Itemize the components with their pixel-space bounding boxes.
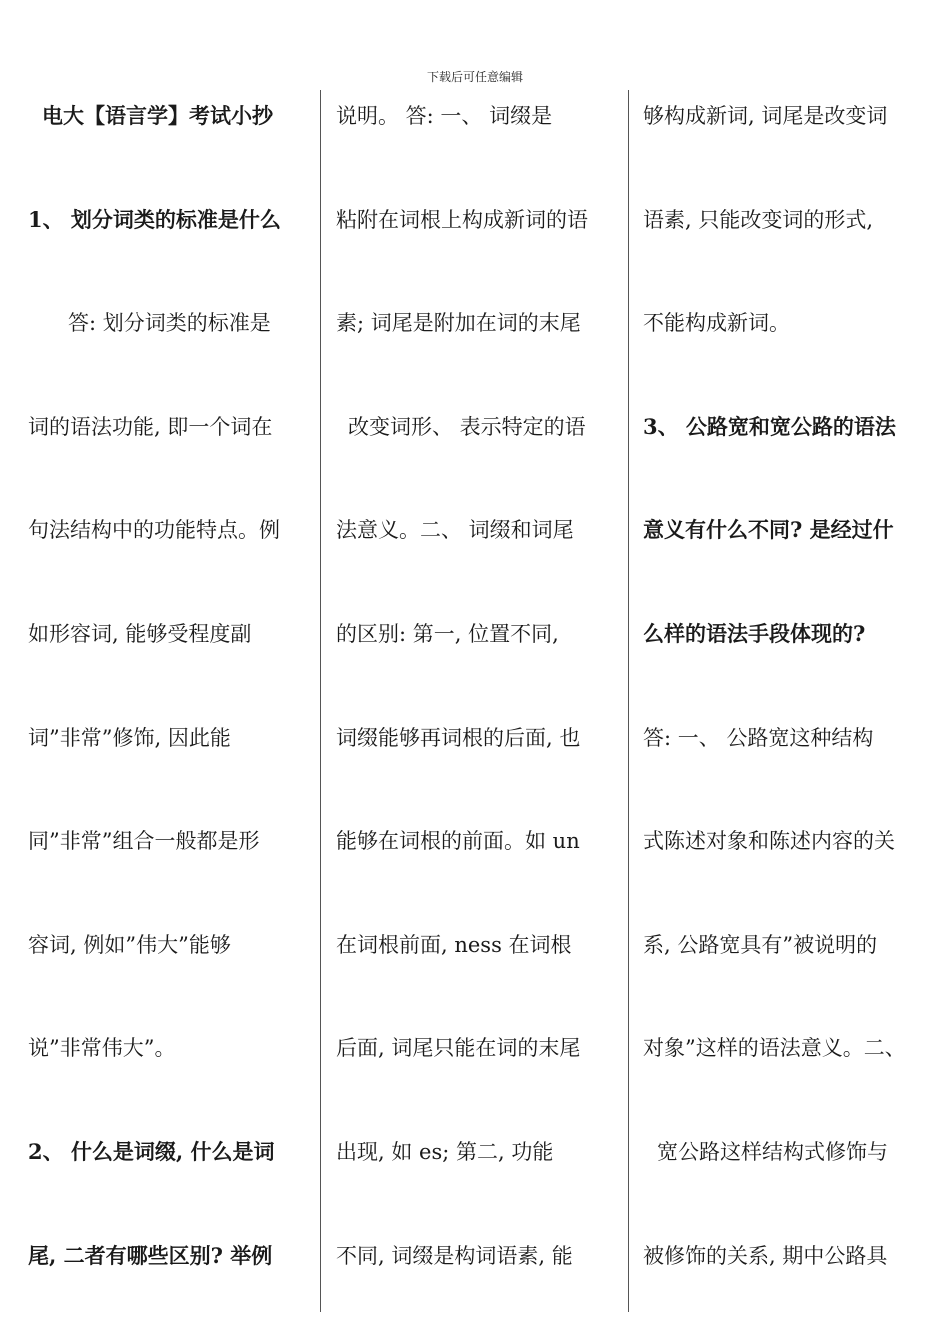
heading-line: 意义有什么不同? 是经过什 xyxy=(643,517,894,543)
text-line: 改变词形、 表示特定的语 xyxy=(348,414,586,439)
text-line: 同”非常”组合一般都是形 xyxy=(28,829,260,854)
text-line: 系, 公路宽具有”被说明的 xyxy=(643,932,878,957)
text-line: 不能构成新词。 xyxy=(643,311,790,336)
text-line: 素; 词尾是附加在词的末尾 xyxy=(336,311,581,336)
text-line: 法意义。二、 词缀和词尾 xyxy=(336,518,574,543)
text-line: 如形容词, 能够受程度副 xyxy=(28,622,252,646)
heading-line: 3、 公路宽和宽公路的语法 xyxy=(643,413,896,439)
text-line: 后面, 词尾只能在词的末尾 xyxy=(336,1036,581,1061)
heading-line: 电大【语言学】考试小抄 xyxy=(42,103,273,128)
text-line: 答: 划分词类的标准是 xyxy=(68,311,271,336)
heading-line: 1、 划分词类的标准是什么 xyxy=(28,206,281,232)
text-line: 语素, 只能改变词的形式, xyxy=(643,207,874,232)
heading-line: 么样的语法手段体现的? xyxy=(643,621,866,646)
text-line: 不同, 词缀是构词语素, 能 xyxy=(336,1243,573,1268)
text-line: 出现, 如 es; 第二, 功能 xyxy=(336,1140,554,1164)
text-line: 能够在词根的前面。如 un xyxy=(336,829,580,854)
text-line: 词”非常”修饰, 因此能 xyxy=(28,725,231,750)
heading-line: 2、 什么是词缀, 什么是词 xyxy=(28,1139,275,1164)
text-line: 被修饰的关系, 期中公路具 xyxy=(643,1243,888,1268)
text-line: 词缀能够再词根的后面, 也 xyxy=(336,725,581,750)
text-line: 够构成新词, 词尾是改变词 xyxy=(643,104,888,128)
text-line: 式陈述对象和陈述内容的关 xyxy=(643,829,895,854)
text-line: 词的语法功能, 即一个词在 xyxy=(28,414,273,439)
column-divider xyxy=(628,90,629,1312)
column-divider xyxy=(320,90,321,1312)
text-line: 在词根前面, ness 在词根 xyxy=(336,932,572,957)
text-line: 宽公路这样结构式修饰与 xyxy=(657,1140,888,1164)
page-header: 下载后可任意编辑 xyxy=(426,70,523,84)
text-line: 句法结构中的功能特点。例 xyxy=(28,518,280,543)
text-line: 容词, 例如”伟大”能够 xyxy=(28,932,231,957)
text-line: 说明。 答: 一、 词缀是 xyxy=(336,104,553,128)
heading-line: 尾, 二者有哪些区别? 举例 xyxy=(28,1242,273,1268)
text-line: 答: 一、 公路宽这种结构 xyxy=(643,725,874,750)
text-line: 粘附在词根上构成新词的语 xyxy=(336,207,588,232)
text-line: 说”非常伟大”。 xyxy=(28,1036,176,1061)
text-line: 的区别: 第一, 位置不同, xyxy=(336,622,559,646)
text-line: 对象”这样的语法意义。二、 xyxy=(643,1036,906,1061)
